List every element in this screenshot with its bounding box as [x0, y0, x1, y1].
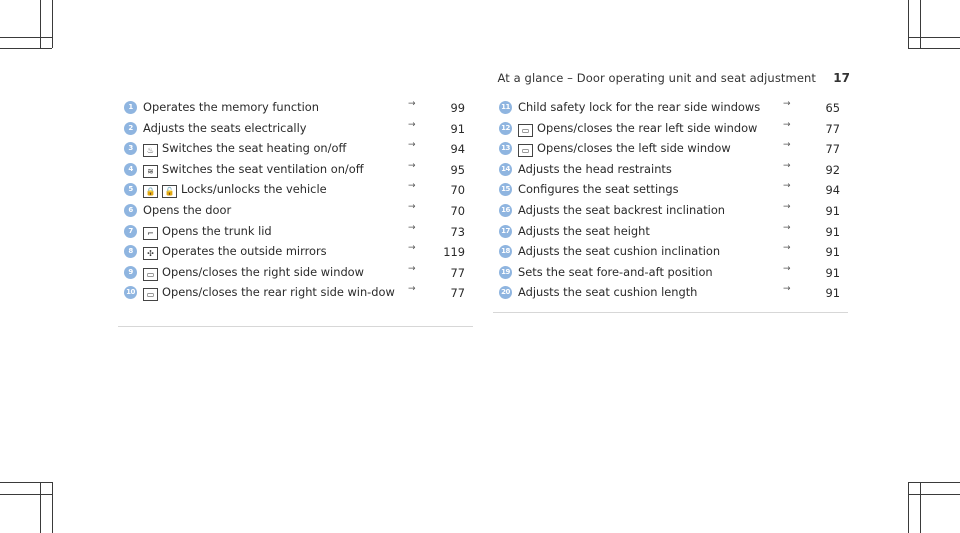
item-number-badge: 8	[124, 245, 137, 258]
crop-mark	[908, 494, 960, 495]
item-text: Adjusts the seat height	[518, 223, 650, 238]
item-text: Adjusts the seat cushion inclination	[518, 244, 721, 259]
legend-item	[493, 201, 848, 225]
item-text: Operates the memory function	[143, 100, 319, 114]
page-reference-link[interactable]: 77	[450, 265, 465, 280]
item-description	[143, 286, 403, 301]
item-text: Adjusts the seat cushion length	[518, 285, 698, 300]
page-reference-link[interactable]: 73	[450, 224, 465, 239]
item-description	[518, 225, 788, 238]
item-description	[143, 225, 413, 240]
arrow-right-icon: →	[408, 181, 416, 192]
crop-mark	[0, 48, 52, 49]
item-number-badge: 2	[124, 122, 137, 135]
arrow-right-icon: →	[408, 99, 416, 109]
arrow-right-icon: →	[408, 284, 416, 295]
item-number-badge: 12	[499, 122, 512, 135]
crop-mark	[40, 482, 41, 533]
arrow-right-icon: →	[783, 181, 791, 192]
item-number-badge: 1	[124, 101, 137, 114]
item-text: Locks/unlocks the vehicle	[181, 182, 327, 197]
page-title: At a glance – Door operating unit and seat adjustment	[497, 71, 816, 85]
item-text: Opens/closes the right side window	[162, 264, 364, 279]
seat-heating-icon: ♨	[143, 144, 158, 157]
item-text: Switches the seat heating on/off	[162, 141, 347, 156]
item-description	[143, 204, 413, 217]
item-number-badge: 14	[499, 163, 512, 176]
crop-mark	[908, 482, 960, 483]
item-description	[143, 142, 413, 157]
item-number-badge: 17	[499, 225, 512, 238]
legend-item	[118, 101, 473, 122]
item-description	[518, 142, 788, 157]
page-reference-link[interactable]: 94	[450, 142, 465, 157]
window-icon: ▭	[143, 288, 158, 301]
item-description	[518, 204, 788, 217]
crop-mark	[920, 482, 921, 533]
crop-mark	[52, 0, 53, 48]
legend-item	[118, 160, 473, 184]
item-text: Opens the trunk lid	[162, 223, 272, 238]
item-number-badge: 16	[499, 204, 512, 217]
item-number-badge: 18	[499, 245, 512, 258]
arrow-right-icon: →	[783, 263, 791, 274]
arrow-right-icon: →	[408, 201, 416, 212]
page-number: 17	[833, 71, 850, 85]
item-number-badge: 6	[124, 204, 137, 217]
arrow-right-icon: →	[783, 222, 791, 233]
page-reference-link[interactable]: 99	[450, 101, 465, 115]
item-description	[143, 245, 413, 260]
page-reference-link[interactable]: 92	[825, 162, 840, 177]
item-text: Opens/closes the rear right side win-dow	[162, 285, 395, 300]
legend-item	[118, 119, 473, 143]
item-number-badge: 10	[124, 286, 137, 299]
page-reference-link[interactable]: 91	[825, 245, 840, 260]
item-number-badge: 7	[124, 225, 137, 238]
mirror-adjust-icon: ✣	[143, 247, 158, 260]
item-description	[518, 163, 788, 176]
arrow-right-icon: →	[408, 263, 416, 274]
item-text: Operates the outside mirrors	[162, 244, 327, 259]
arrow-right-icon: →	[408, 119, 416, 130]
arrow-right-icon: →	[408, 160, 416, 171]
item-number-badge: 5	[124, 183, 137, 196]
window-icon: ▭	[518, 144, 533, 157]
legend-item	[493, 119, 848, 143]
item-number-badge: 11	[499, 101, 512, 114]
page-reference-link[interactable]: 77	[825, 142, 840, 157]
page-reference-link[interactable]: 77	[825, 121, 840, 136]
crop-mark	[0, 494, 52, 495]
item-text: Adjusts the seat backrest inclination	[518, 202, 726, 217]
item-number-badge: 20	[499, 286, 512, 299]
arrow-right-icon: →	[783, 140, 791, 151]
arrow-right-icon: →	[783, 99, 791, 109]
page-reference-link[interactable]: 91	[825, 203, 840, 218]
window-icon: ▭	[143, 268, 158, 281]
item-description	[518, 101, 788, 114]
arrow-right-icon: →	[783, 201, 791, 212]
crop-mark	[52, 482, 53, 533]
item-description	[518, 183, 788, 196]
item-number-badge: 15	[499, 183, 512, 196]
arrow-right-icon: →	[783, 160, 791, 171]
arrow-right-icon: →	[408, 243, 416, 254]
crop-mark	[908, 48, 960, 49]
lock-unlock-icon: 🔒	[143, 185, 158, 198]
crop-mark	[0, 37, 52, 38]
page-reference-link[interactable]: 65	[825, 101, 840, 115]
legend-item	[118, 286, 473, 316]
legend-item	[118, 142, 473, 163]
item-description	[518, 286, 788, 299]
page-reference-link[interactable]: 70	[450, 183, 465, 198]
divider	[493, 312, 848, 313]
crop-mark	[908, 482, 909, 533]
item-description	[518, 245, 788, 258]
divider	[118, 326, 473, 327]
crop-mark	[920, 0, 921, 48]
legend-item	[493, 222, 848, 246]
item-text: Opens/closes the rear left side window	[537, 120, 758, 135]
page-reference-link[interactable]: 94	[825, 183, 840, 198]
item-description	[143, 101, 413, 114]
legend-item	[118, 183, 473, 204]
arrow-right-icon: →	[783, 119, 791, 130]
crop-mark	[0, 482, 52, 483]
item-description	[518, 122, 788, 137]
page-reference-link[interactable]: 95	[450, 162, 465, 177]
arrow-right-icon: →	[783, 243, 791, 254]
item-number-badge: 4	[124, 163, 137, 176]
legend-column-right	[493, 101, 848, 307]
item-number-badge: 3	[124, 142, 137, 155]
item-text: Opens the door	[143, 202, 232, 217]
legend-item	[118, 222, 473, 246]
arrow-right-icon: →	[408, 140, 416, 151]
page-reference-link[interactable]: 91	[825, 265, 840, 280]
trunk-lid-icon: ⌐	[143, 227, 158, 240]
item-text: Adjusts the head restraints	[518, 161, 672, 176]
page-reference-link[interactable]: 91	[825, 224, 840, 239]
page-reference-link[interactable]: 70	[450, 203, 465, 218]
item-text: Adjusts the seats electrically	[143, 120, 307, 135]
page-reference-link[interactable]: 91	[825, 286, 840, 301]
arrow-right-icon: →	[408, 222, 416, 233]
unlock-icon: 🔓	[162, 185, 177, 198]
item-number-badge: 19	[499, 266, 512, 279]
item-description	[143, 163, 413, 178]
page-reference-link[interactable]: 77	[450, 286, 465, 301]
legend-item	[118, 201, 473, 225]
legend-item	[493, 183, 848, 204]
page-reference-link[interactable]: 119	[443, 245, 465, 260]
arrow-right-icon: →	[783, 284, 791, 295]
legend-item	[493, 101, 848, 122]
item-text: Switches the seat ventilation on/off	[162, 161, 364, 176]
legend-item	[493, 263, 848, 287]
crop-mark	[908, 0, 909, 48]
legend-column-left	[118, 101, 473, 316]
legend-item	[493, 245, 848, 266]
crop-mark	[908, 37, 960, 38]
item-text: Child safety lock for the rear side windows	[518, 100, 761, 114]
legend-item	[493, 286, 848, 307]
item-text: Configures the seat settings	[518, 182, 679, 197]
item-description	[143, 183, 413, 198]
item-number-badge: 13	[499, 142, 512, 155]
window-icon: ▭	[518, 124, 533, 137]
item-text: Sets the seat fore-and-aft position	[518, 264, 713, 279]
legend-item	[118, 263, 473, 287]
item-description	[143, 266, 413, 281]
legend-item	[493, 160, 848, 184]
seat-ventilation-icon: ≋	[143, 165, 158, 178]
item-description	[518, 266, 788, 279]
item-description	[143, 122, 413, 135]
item-number-badge: 9	[124, 266, 137, 279]
legend-item	[118, 245, 473, 266]
crop-mark	[40, 0, 41, 48]
item-text: Opens/closes the left side window	[537, 141, 731, 156]
page-reference-link[interactable]: 91	[450, 121, 465, 136]
legend-item	[493, 142, 848, 163]
